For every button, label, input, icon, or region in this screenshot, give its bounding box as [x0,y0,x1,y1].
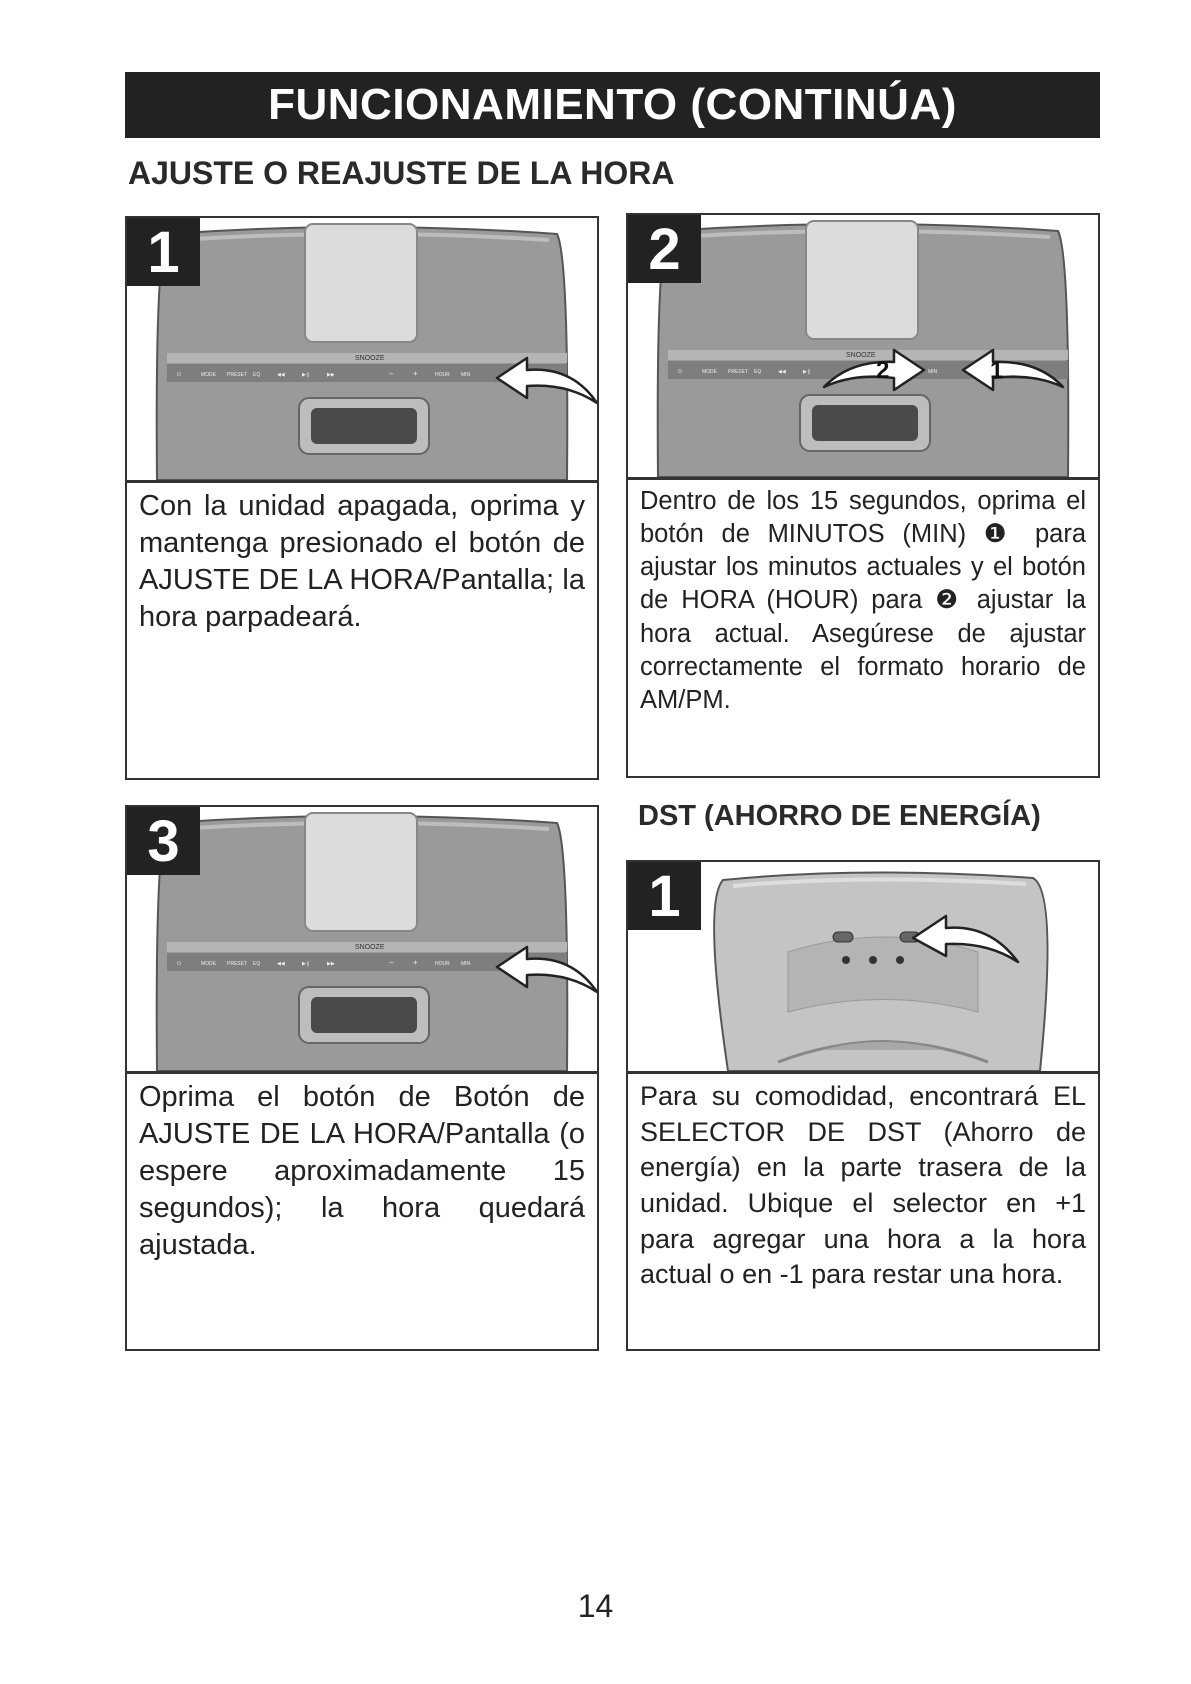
step-panel-3 [125,805,599,1351]
step-number: 1 [127,218,200,286]
svg-text:⏻: ⏻ [177,961,181,967]
step-panel-2 [626,213,1100,778]
min-label: MIN [928,369,938,375]
step-panel-1 [125,216,599,780]
svg-text:▶❙: ▶❙ [803,369,812,375]
step-number: 3 [127,807,200,875]
plus-label: + [413,369,418,378]
min-label: MIN [461,372,471,378]
step-number: 2 [628,215,701,283]
page-number: 14 [577,1588,614,1624]
snooze-label: SNOOZE [846,352,876,359]
svg-text:▶▶: ▶▶ [327,372,335,378]
svg-text:▶❙: ▶❙ [302,372,311,378]
arrow-label-second: 2 [876,357,890,384]
preset-label: PRESET [227,372,248,378]
preset-label: PRESET [728,369,749,375]
step-text: Con la unidad apagada, oprima y mantenga presionado el botón de AJUSTE DE LA HORA/Pantalla; la hora parpadeará. [139,490,585,634]
page-title: FUNCIONAMIENTO (CONTINÚA) [125,72,1100,138]
svg-text:◀◀: ◀◀ [778,369,786,375]
minus-label: – [389,369,394,378]
mode-label: MODE [201,961,216,967]
snooze-label: SNOOZE [355,944,385,951]
svg-text:▶▶: ▶▶ [327,961,335,967]
section-heading-dst: DST (AHORRO DE ENERGÍA) [638,800,1041,832]
section-heading-time: AJUSTE O REAJUSTE DE LA HORA [128,155,675,191]
min-label: MIN [461,961,471,967]
svg-text:◀◀: ◀◀ [277,961,285,967]
minus-label: – [389,958,394,967]
arrow-label-first: 1 [990,357,1004,384]
svg-text:⏻: ⏻ [177,372,181,378]
eq-label: EQ [253,961,261,967]
mode-label: MODE [702,369,717,375]
snooze-label: SNOOZE [355,355,385,362]
eq-label: EQ [253,372,261,378]
svg-text:⏻: ⏻ [678,369,682,375]
hour-label: HOUR [435,372,450,378]
svg-text:◀◀: ◀◀ [277,372,285,378]
dst-step-panel-1 [626,860,1100,1351]
step-number: 1 [628,862,701,930]
hour-label: HOUR [435,961,450,967]
step-text: Oprima el botón de Botón de AJUSTE DE LA HORA/Pantalla (o espere aproximadamente 15 segundos); la hora quedará ajustada. [139,1081,585,1262]
preset-label: PRESET [227,961,248,967]
eq-label: EQ [754,369,762,375]
svg-text:▶❙: ▶❙ [302,961,311,967]
step-text: Para su comodidad, encontrará EL SELECTOR DE DST (Ahorro de energía) en la parte trasera de la unidad. Ubique el selector en +1 para agregar una hora a la hora actual o en -1 para restar una hora. [640,1081,1086,1290]
plus-label: + [413,958,418,967]
step-text: Dentro de los 15 segundos, oprima el botón de MINUTOS (MIN) ❶ para ajustar los minutos actuales y el botón de HORA (HOUR) para ❷ ajustar la hora actual. Asegúrese de ajustar correctamente el formato horario de AM/PM. [640,487,1086,714]
mode-label: MODE [201,372,216,378]
